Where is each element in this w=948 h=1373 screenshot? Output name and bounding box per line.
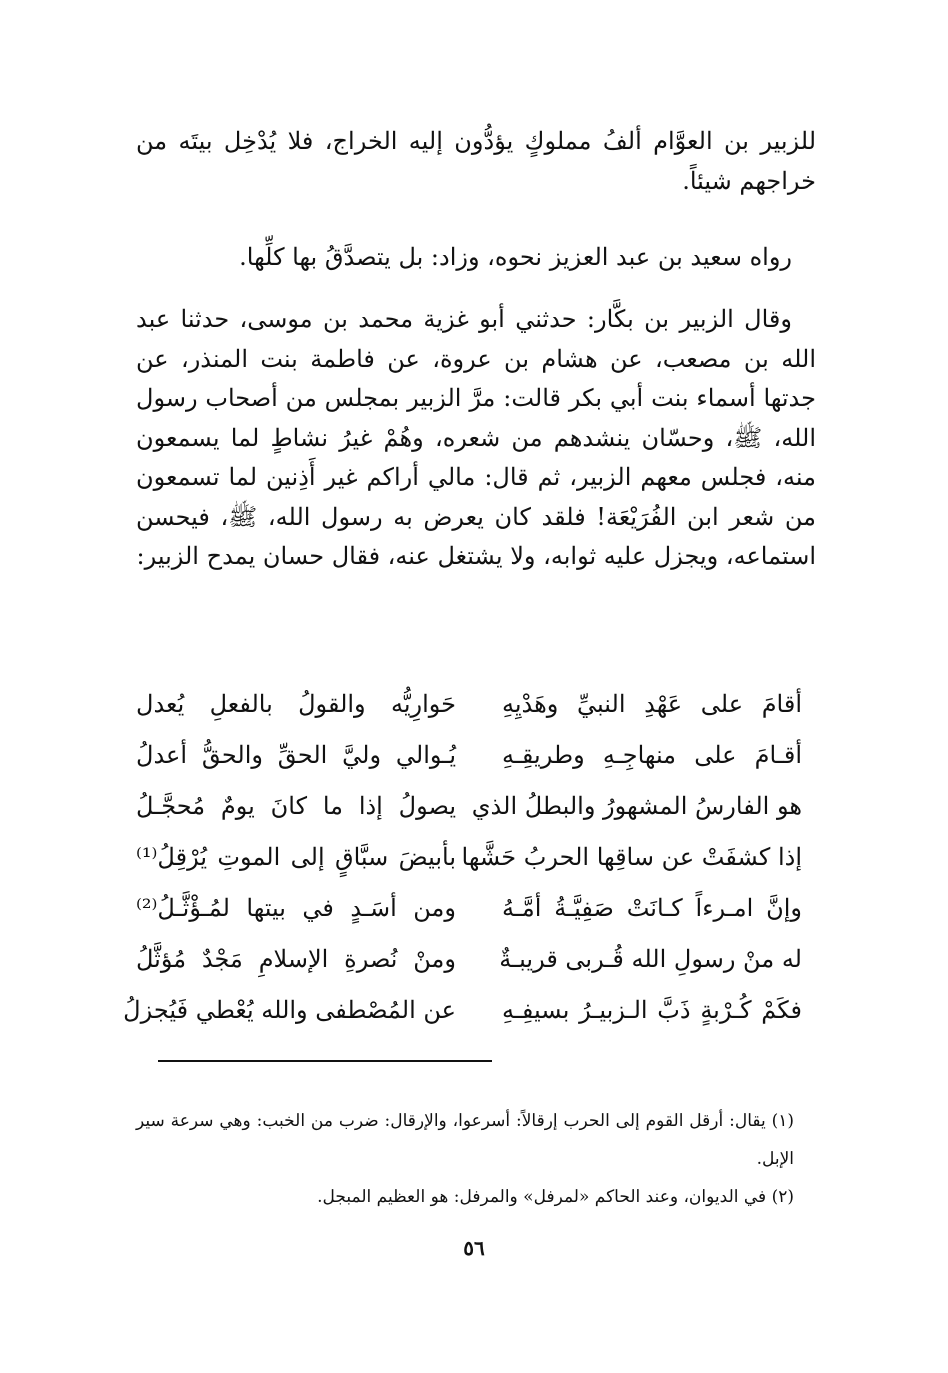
poem-verse (136, 784, 816, 835)
verse-second-hemistich: بأبيضَ سبَّاقٍ إلى الموتِ يُرْقِلُ⁽¹⁾ (136, 843, 456, 871)
footnote-1: (١) يقال: أرقل القوم إلى الحرب إرقالاً: أسرعوا، والإرقال: ضرب من الخبب: وهي سرعة سير الإبل. (136, 1111, 794, 1169)
verse-second-hemistich: ومنْ نُصرةِ الإسلامِ مَجْدٌ مُؤثَّلُ (136, 945, 456, 973)
page-number: ٥٦ (463, 1236, 485, 1260)
verse-second-hemistich: يصولُ إذا ما كانَ يومٌ مُحجَّـلُ (136, 792, 456, 820)
verse-first-hemistich: أقـامَ على منهاجِـهِ وطريقِـهِ (502, 741, 802, 769)
footnote-separator (158, 1060, 492, 1062)
paragraph-1: للزبير بن العوَّام ألفُ مملوكٍ يؤدُّون إليه الخراج، فلا يُدْخِل بيتَه من خراجهم شيئاً. (136, 127, 816, 195)
verse-first-hemistich: إذا كشفَتْ عن ساقِها الحربُ حَشَّها (461, 843, 802, 871)
poem-verse (136, 886, 816, 937)
verse-second-hemistich: عن المُصْطفى والله يُعْطي فَيُجزلُ (123, 996, 456, 1024)
verse-first-hemistich: أقامَ على عَهْدِ النبيِّ وهَدْيِهِ (502, 690, 802, 718)
verse-first-hemistich: هو الفارسُ المشهورُ والبطلُ الذي (471, 792, 802, 820)
paragraph-2: رواه سعيد بن عبد العزيز نحوه، وزاد: بل يتصدَّقُ بها كلِّها. (239, 243, 792, 271)
verse-first-hemistich: له منْ رسولِ الله قُـربى قريبـةٌ (499, 945, 802, 973)
verse-second-hemistich: حَوارِيُّه والقولُ بالفعلِ يُعدل (136, 690, 456, 718)
footnotes (136, 1102, 816, 1216)
poem-verse (136, 937, 816, 988)
poem-verse (136, 733, 816, 784)
verse-first-hemistich: وإنَّ امـرءاً كـانَتْ صَفِيَّـةُ أمَّـهُ (502, 894, 802, 922)
verse-second-hemistich: ومن أسَـدٍ في بيتها لمُـؤْثَّـلُ⁽²⁾ (136, 894, 456, 922)
poem-verse (136, 835, 816, 886)
paragraph-3: وقال الزبير بن بكَّار: حدثني أبو غزية محمد بن موسى، حدثنا عبد الله بن مصعب، عن هشام بن عروة، عن فاطمة بنت المنذر، عن جدتها أسماء بنت أبي بكر قالت: مرَّ الزبير بمجلس من أصحاب رسول الله، ﷺ، وحسّان ينشدهم من شعره، وهُمْ غيرُ نشاطٍ لما يسمعون منه، فجلس معهم الزبير، ثم قال: مالي أراكم غير أَذِنين لما تسمعون من شعر ابن الفُرَيْعَة! فلقد كان يعرض به رسول الله، ﷺ، فيحسن استماعه، ويجزل عليه ثوابه، ولا يشتغل عنه، فقال حسان يمدح الزبير: (136, 305, 816, 570)
poem (123, 682, 816, 1039)
footnote-2: (٢) في الديوان، وعند الحاكم «لمرفل» والمرفل: هو العظيم المبجل. (317, 1187, 794, 1207)
poem-verse (136, 682, 816, 733)
verse-second-hemistich: يُـوالي وليَّ الحقِّ والحقُّ أعدلُ (136, 741, 456, 769)
poem-verse (123, 988, 816, 1039)
verse-first-hemistich: فكَمْ كُـرْبةٍ ذَبَّ الـزبيـرُ بسيفِـهِ (502, 996, 802, 1024)
